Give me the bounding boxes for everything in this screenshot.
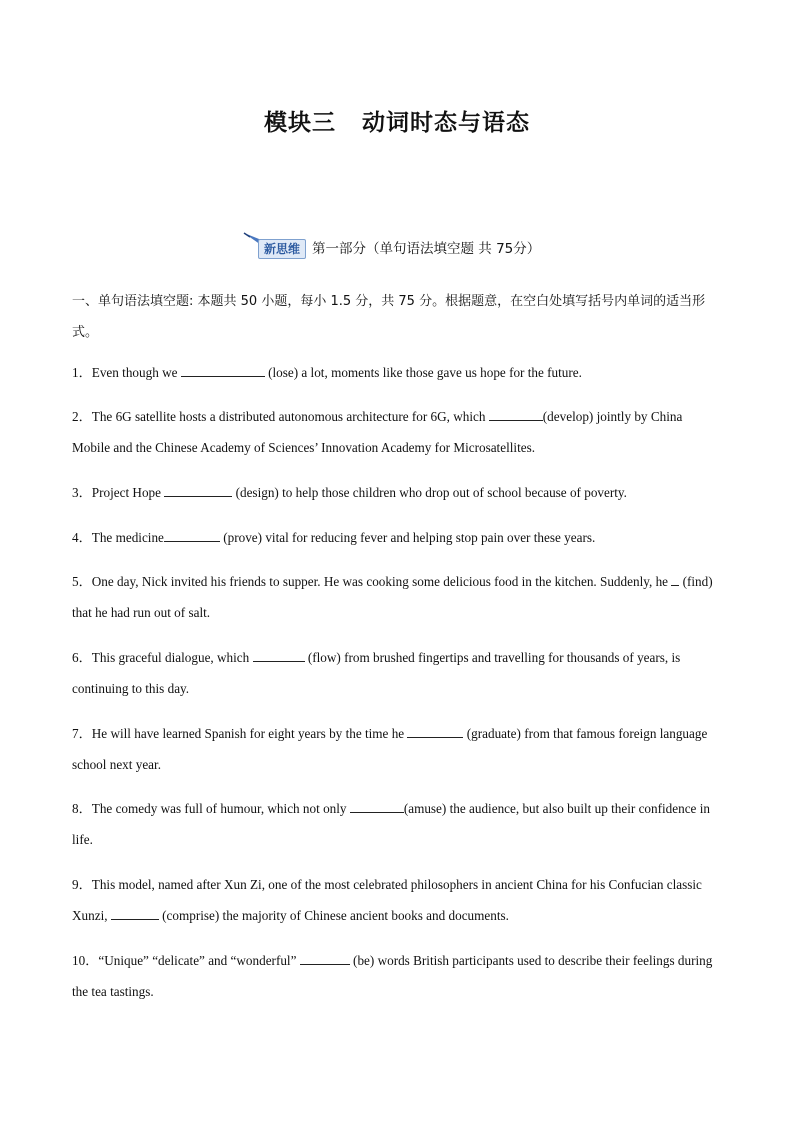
- question-number: 3．: [72, 485, 92, 500]
- question-number: 2．: [72, 409, 92, 424]
- question-9: [72, 869, 722, 931]
- answer-blank[interactable]: [350, 800, 404, 813]
- question-number: 10．: [72, 953, 99, 968]
- question-number: 4．: [72, 530, 92, 545]
- question-1: [72, 357, 722, 388]
- answer-blank[interactable]: [300, 952, 350, 965]
- question-number: 6．: [72, 650, 92, 665]
- page-title: [0, 104, 794, 137]
- new-thinking-badge: [242, 231, 308, 259]
- question-number: 9．: [72, 877, 92, 892]
- question-number: 7．: [72, 726, 92, 741]
- question-4: [72, 522, 722, 553]
- section-label: 第一部分（单句语法填空题 共 75分）: [312, 241, 541, 257]
- question-text: (flow) from brushed fingertips and travelling for thousands of years, is continuing to this day.: [72, 650, 681, 696]
- question-5: [72, 566, 722, 628]
- answer-blank[interactable]: [489, 408, 543, 421]
- question-2: [72, 401, 722, 463]
- question-text: This graceful dialogue, which: [91, 650, 253, 665]
- title-module: 模块三: [264, 110, 336, 136]
- question-text: (comprise) the majority of Chinese ancient books and documents.: [158, 908, 509, 923]
- question-text: The medicine: [91, 530, 164, 545]
- answer-blank[interactable]: [164, 484, 232, 497]
- question-text: One day, Nick invited his friends to supper. He was cooking some delicious food in the kitchen. Suddenly, he: [91, 574, 672, 589]
- question-10: [72, 945, 722, 1007]
- question-text: Even though we: [91, 365, 181, 380]
- question-number: 1．: [72, 365, 92, 380]
- question-text: (find) that he had run out of salt.: [72, 574, 713, 620]
- question-6: [72, 642, 722, 704]
- question-text: (amuse) the audience, but also built up their confidence in life.: [72, 801, 710, 847]
- answer-blank[interactable]: [253, 649, 305, 662]
- question-text: (lose) a lot, moments like those gave us hope for the future.: [264, 365, 582, 380]
- question-text: (graduate) from that famous foreign language school next year.: [72, 726, 708, 772]
- question-text: He will have learned Spanish for eight years by the time he: [91, 726, 408, 741]
- answer-blank[interactable]: [181, 364, 265, 377]
- question-text: “Unique” “delicate” and “wonderful”: [98, 953, 300, 968]
- answer-blank[interactable]: [111, 907, 159, 920]
- instructions: 一、单句语法填空题: 本题共 50 小题，每小 1.5 分，共 75 分。根据题意，在空白处填写括号内单词的适当形式。: [72, 294, 706, 340]
- answer-blank[interactable]: [164, 529, 220, 542]
- question-text: (be) words British participants used to describe their feelings during the tea tastings.: [72, 953, 713, 999]
- section-heading: [242, 229, 540, 259]
- question-number: 5．: [72, 574, 92, 589]
- question-8: [72, 793, 722, 855]
- title-topic: 动词时态与语态: [362, 110, 530, 136]
- answer-blank[interactable]: [407, 725, 463, 738]
- question-3: [72, 477, 722, 508]
- question-7: [72, 718, 722, 780]
- question-text: The 6G satellite hosts a distributed autonomous architecture for 6G, which: [91, 409, 489, 424]
- question-number: 8．: [72, 801, 92, 816]
- question-text: The comedy was full of humour, which not only: [91, 801, 350, 816]
- question-text: (design) to help those children who drop out of school because of poverty.: [232, 485, 627, 500]
- badge-text: 新思维: [263, 242, 300, 256]
- question-text: This model, named after Xun Zi, one of the most celebrated philosophers in ancient China for his Confucian classic Xunzi,: [72, 877, 702, 923]
- question-text: Project Hope: [91, 485, 165, 500]
- question-text: (prove) vital for reducing fever and helping stop pain over these years.: [219, 530, 596, 545]
- question-text: (develop) jointly by China Mobile and the Chinese Academy of Sciences’ Innovation Academy for Microsatellites.: [72, 409, 683, 455]
